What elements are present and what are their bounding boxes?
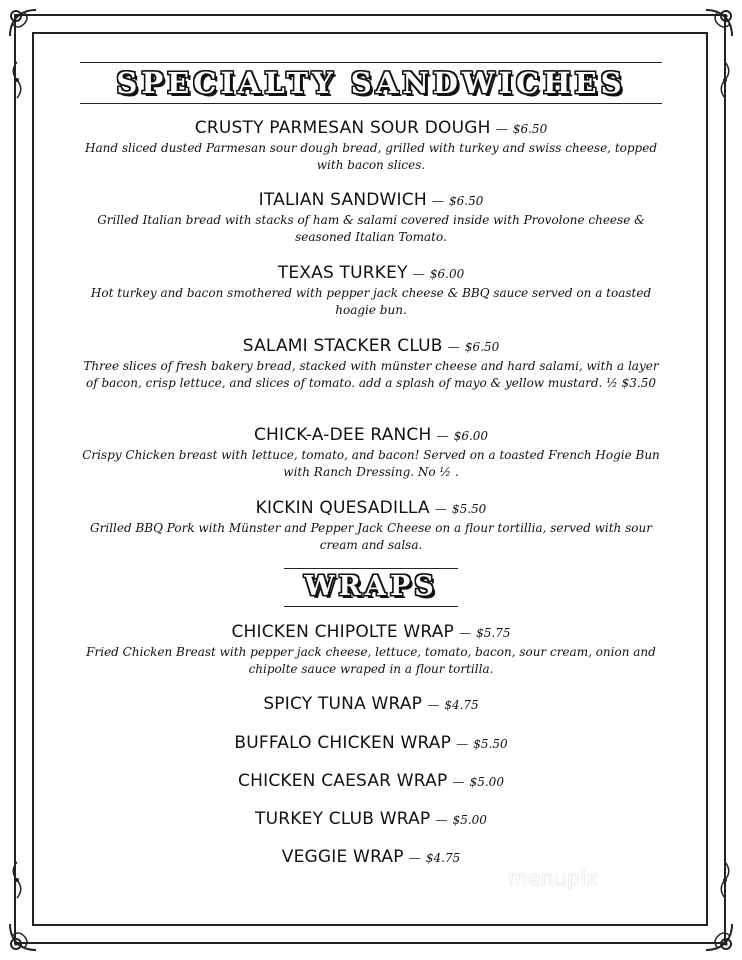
- heading-rule-bottom: [284, 606, 458, 607]
- menu-item: [80, 117, 662, 174]
- item-name: CRUSTY PARMESAN SOUR DOUGH: [194, 118, 491, 138]
- menu-item: [80, 808, 662, 830]
- menu-item: [80, 732, 662, 754]
- item-name: SALAMI STACKER CLUB: [242, 336, 443, 356]
- item-description: Hot turkey and bacon smothered with pepper jack cheese & BBQ sauce served on a toasted hoagie bun.: [90, 286, 652, 317]
- price-separator: —: [431, 194, 444, 208]
- item-price: $6.50: [464, 340, 500, 354]
- menu-item: [80, 693, 662, 715]
- item-description: Crispy Chicken breast with lettuce, tomato, and bacon! Served on a toasted French Hogie Bun with Ranch Dressing. No ½ .: [82, 448, 660, 479]
- price-separator: —: [456, 737, 469, 751]
- item-name: CHICKEN CHIPOLTE WRAP: [231, 622, 454, 642]
- item-description: Grilled BBQ Pork with Münster and Pepper Jack Cheese on a flour tortillia, served with sour cream and salsa.: [90, 521, 652, 552]
- price-separator: —: [408, 851, 421, 865]
- menu-item: [80, 770, 662, 792]
- item-price: $5.75: [476, 626, 511, 640]
- item-price: $5.50: [451, 502, 487, 516]
- item-name: SPICY TUNA WRAP: [263, 694, 423, 714]
- item-price: $4.75: [444, 698, 479, 712]
- price-separator: —: [495, 122, 508, 136]
- side-ornament-icon: [718, 860, 732, 900]
- price-separator: —: [436, 429, 449, 443]
- item-price: $6.00: [453, 429, 489, 443]
- item-description: Grilled Italian bread with stacks of ham & salami covered inside with Provolone cheese & seasoned Italian Tomato.: [97, 213, 645, 244]
- item-price: $5.00: [469, 775, 504, 789]
- section-heading-wraps: [0, 569, 742, 605]
- menu-item: [80, 621, 662, 678]
- item-price: $6.50: [512, 122, 548, 136]
- price-separator: —: [459, 626, 472, 640]
- item-name: CHICK-A-DEE RANCH: [253, 425, 432, 445]
- price-separator: —: [447, 340, 460, 354]
- item-name: VEGGIE WRAP: [281, 847, 404, 867]
- price-separator: —: [452, 775, 465, 789]
- menu-item: [80, 497, 662, 554]
- item-price: $5.00: [452, 813, 487, 827]
- item-price: $6.00: [429, 267, 465, 281]
- side-ornament-icon: [10, 860, 24, 900]
- price-separator: —: [434, 502, 447, 516]
- menu-item: [80, 424, 662, 481]
- menu-item: [80, 189, 662, 246]
- heading-rule-top: [80, 62, 662, 63]
- item-description: Hand sliced dusted Parmesan sour dough bread, grilled with turkey and swiss cheese, topped with bacon slices.: [84, 141, 658, 172]
- item-price: $5.50: [473, 737, 508, 751]
- menu-item: [80, 335, 662, 392]
- item-name: ITALIAN SANDWICH: [258, 190, 427, 210]
- item-name: TEXAS TURKEY: [277, 263, 408, 283]
- item-price: $6.50: [449, 194, 484, 208]
- corner-ornament-icon: [6, 920, 40, 954]
- corner-ornament-icon: [702, 920, 736, 954]
- item-description: Fried Chicken Breast with pepper jack cheese, lettuce, tomato, bacon, sour cream, onion and chipolte sauce wraped in a flour tortilla.: [86, 645, 656, 676]
- item-name: TURKEY CLUB WRAP: [255, 809, 431, 829]
- item-description: Three slices of fresh bakery bread, stacked with münster cheese and hard salami, with a layer of bacon, crisp lettuce, and slices of tomato. add a splash of mayo & yellow mustard. ½ $3.50: [83, 359, 659, 390]
- section-heading-sandwiches: [0, 64, 742, 102]
- section-title: SPECIALTY SANDWICHES: [116, 66, 626, 100]
- price-separator: —: [427, 698, 440, 712]
- price-separator: —: [435, 813, 448, 827]
- menu-item: [80, 846, 662, 868]
- corner-ornament-icon: [6, 6, 40, 40]
- item-price: $4.75: [425, 851, 461, 865]
- watermark: menupix: [508, 866, 599, 890]
- item-name: KICKIN QUESADILLA: [255, 498, 430, 518]
- menu-item: [80, 262, 662, 319]
- item-name: BUFFALO CHICKEN WRAP: [234, 733, 452, 753]
- section-title: WRAPS: [304, 571, 438, 602]
- corner-ornament-icon: [702, 6, 736, 40]
- item-name: CHICKEN CAESAR WRAP: [238, 771, 448, 791]
- price-separator: —: [412, 267, 425, 281]
- heading-rule-bottom: [80, 103, 662, 104]
